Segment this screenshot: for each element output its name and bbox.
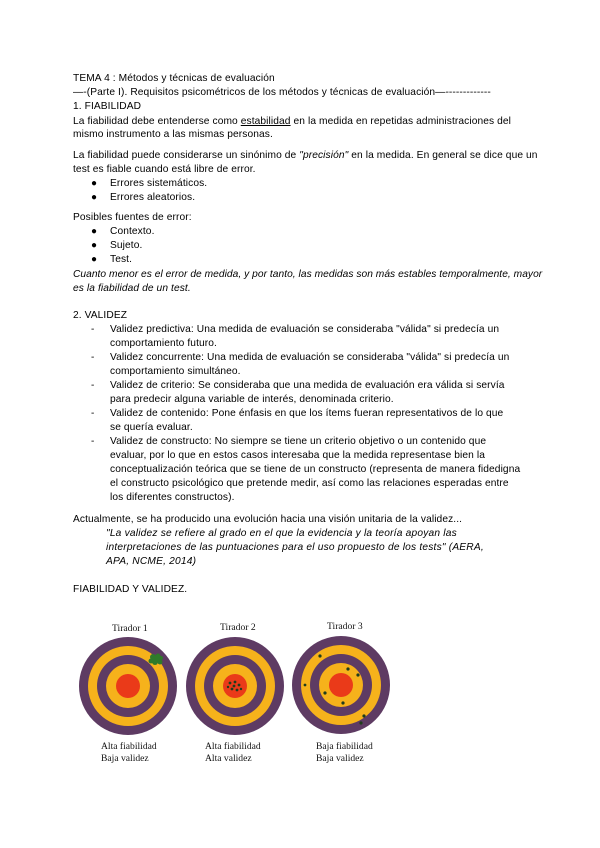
target-caption: Alta fiabilidad bbox=[205, 741, 261, 752]
paragraph-line: Actualmente, se ha producido una evolución hacia una visión unitaria de la validez... bbox=[73, 514, 463, 525]
validity-item-line: Validez concurrente: Una medida de evaluación se consideraba "válida" si predecía un bbox=[110, 352, 510, 363]
shot-mark bbox=[341, 701, 344, 704]
shot-mark bbox=[318, 654, 321, 657]
section-heading-validez: 2. VALIDEZ bbox=[73, 310, 128, 321]
red-ring bbox=[116, 674, 140, 698]
shot-mark bbox=[359, 721, 362, 724]
bullet-icon: ● bbox=[91, 240, 98, 251]
text-span: La fiabilidad puede considerarse un sinónimo de bbox=[73, 150, 300, 161]
target-label: Tirador 2 bbox=[220, 622, 256, 633]
target-2 bbox=[186, 637, 284, 735]
validity-item-line: el constructo psicológico que pretende medir, así como las relaciones esperadas entre bbox=[110, 478, 509, 489]
section-heading-fiabilidad: 1. FIABILIDAD bbox=[73, 101, 142, 112]
target-label: Tirador 3 bbox=[327, 621, 363, 632]
shot-mark bbox=[240, 688, 242, 690]
doc-subtitle: —-(Parte I). Requisitos psicométricos de los métodos y técnicas de evaluación—------------- bbox=[73, 87, 491, 98]
red-ring bbox=[329, 673, 353, 697]
bullet-icon: ● bbox=[91, 192, 98, 203]
target-1 bbox=[79, 637, 177, 735]
shot-mark bbox=[304, 684, 307, 687]
list-item: Sujeto. bbox=[110, 240, 143, 251]
list-item: Contexto. bbox=[110, 226, 155, 237]
validity-item-line: comportamiento simultáneo. bbox=[110, 366, 241, 377]
target-label: Tirador 1 bbox=[112, 623, 148, 634]
validity-item-line: se quería evaluar. bbox=[110, 422, 193, 433]
dash-marker: - bbox=[91, 408, 95, 419]
paragraph-line bbox=[73, 149, 538, 162]
shot-mark bbox=[238, 684, 241, 687]
shot-mark bbox=[346, 667, 349, 670]
paragraph-line: test es fiable cuando está libre de error. bbox=[73, 164, 256, 175]
dash-marker: - bbox=[91, 436, 95, 447]
target-caption: Baja validez bbox=[101, 753, 149, 764]
quote-line: interpretaciones de las puntuaciones para el uso propuesto de los tests" (AERA, bbox=[106, 542, 484, 553]
shot-mark bbox=[158, 660, 163, 665]
sources-label: Posibles fuentes de error: bbox=[73, 212, 192, 223]
shot-mark bbox=[231, 688, 234, 691]
shot-mark bbox=[236, 689, 239, 692]
italic-note: es la fiabilidad de un test. bbox=[73, 283, 191, 294]
shot-mark bbox=[323, 691, 326, 694]
shot-mark bbox=[356, 673, 359, 676]
target-caption: Alta validez bbox=[205, 753, 252, 764]
target-caption: Alta fiabilidad bbox=[101, 741, 157, 752]
shot-mark bbox=[159, 656, 163, 660]
validity-item-line: evaluar, por lo que en estos casos interesaba que la medida representase bien la bbox=[110, 450, 485, 461]
validity-item-line: Validez de contenido: Pone énfasis en que los ítems fueran representativos de lo que bbox=[110, 408, 504, 419]
text-span: en la medida en repetidas administraciones del bbox=[290, 116, 512, 127]
italic-note: Cuanto menor es el error de medida, y por tanto, las medidas son más estables temporalmente, mayor bbox=[73, 269, 543, 280]
targets-figure bbox=[75, 633, 395, 739]
validity-item-line: para predecir alguna variable de interés, denominada criterio. bbox=[110, 394, 394, 405]
bullet-icon: ● bbox=[91, 178, 98, 189]
validity-item-line: los diferentes constructos). bbox=[110, 492, 235, 503]
paragraph-line bbox=[73, 115, 511, 128]
shot-mark bbox=[229, 682, 232, 685]
validity-item-line: Validez de constructo: No siempre se tiene un criterio objetivo o un contenido que bbox=[110, 436, 487, 447]
quote-line: "La validez se refiere al grado en el que la evidencia y la teoría apoyan las bbox=[106, 528, 457, 539]
shot-mark bbox=[234, 681, 237, 684]
bullet-icon: ● bbox=[91, 254, 98, 265]
quote-line: APA, NCME, 2014) bbox=[106, 556, 197, 567]
target-caption: Baja fiabilidad bbox=[316, 741, 373, 752]
italic-term: "precisión" bbox=[299, 150, 349, 161]
text-span: La fiabilidad debe entenderse como bbox=[73, 116, 241, 127]
shot-mark bbox=[233, 685, 236, 688]
dash-marker: - bbox=[91, 352, 95, 363]
shot-mark bbox=[362, 714, 365, 717]
dash-marker: - bbox=[91, 324, 95, 335]
list-item: Errores aleatorios. bbox=[110, 192, 196, 203]
underlined-term: estabilidad bbox=[240, 116, 291, 127]
validity-item-line: Validez predictiva: Una medida de evaluación se consideraba "válida" si predecía un bbox=[110, 324, 500, 335]
target-3 bbox=[292, 636, 390, 734]
figure-heading: FIABILIDAD Y VALIDEZ. bbox=[73, 584, 188, 595]
shot-mark bbox=[149, 659, 154, 664]
validity-item-line: Validez de criterio: Se consideraba que una medida de evaluación era válida si servía bbox=[110, 380, 505, 391]
text-span: en la medida. En general se dice que un bbox=[348, 150, 538, 161]
doc-title: TEMA 4 : Métodos y técnicas de evaluación bbox=[73, 73, 275, 84]
shot-mark bbox=[227, 686, 229, 688]
dash-marker: - bbox=[91, 380, 95, 391]
list-item: Test. bbox=[110, 254, 133, 265]
validity-item-line: comportamiento futuro. bbox=[110, 338, 217, 349]
bullet-icon: ● bbox=[91, 226, 98, 237]
list-item: Errores sistemáticos. bbox=[110, 178, 208, 189]
paragraph-line: mismo instrumento a las mismas personas. bbox=[73, 129, 273, 140]
target-caption: Baja validez bbox=[316, 753, 364, 764]
validity-item-line: conceptualización teórica que se tiene de un constructo (representa de manera fidedigna bbox=[110, 464, 521, 475]
